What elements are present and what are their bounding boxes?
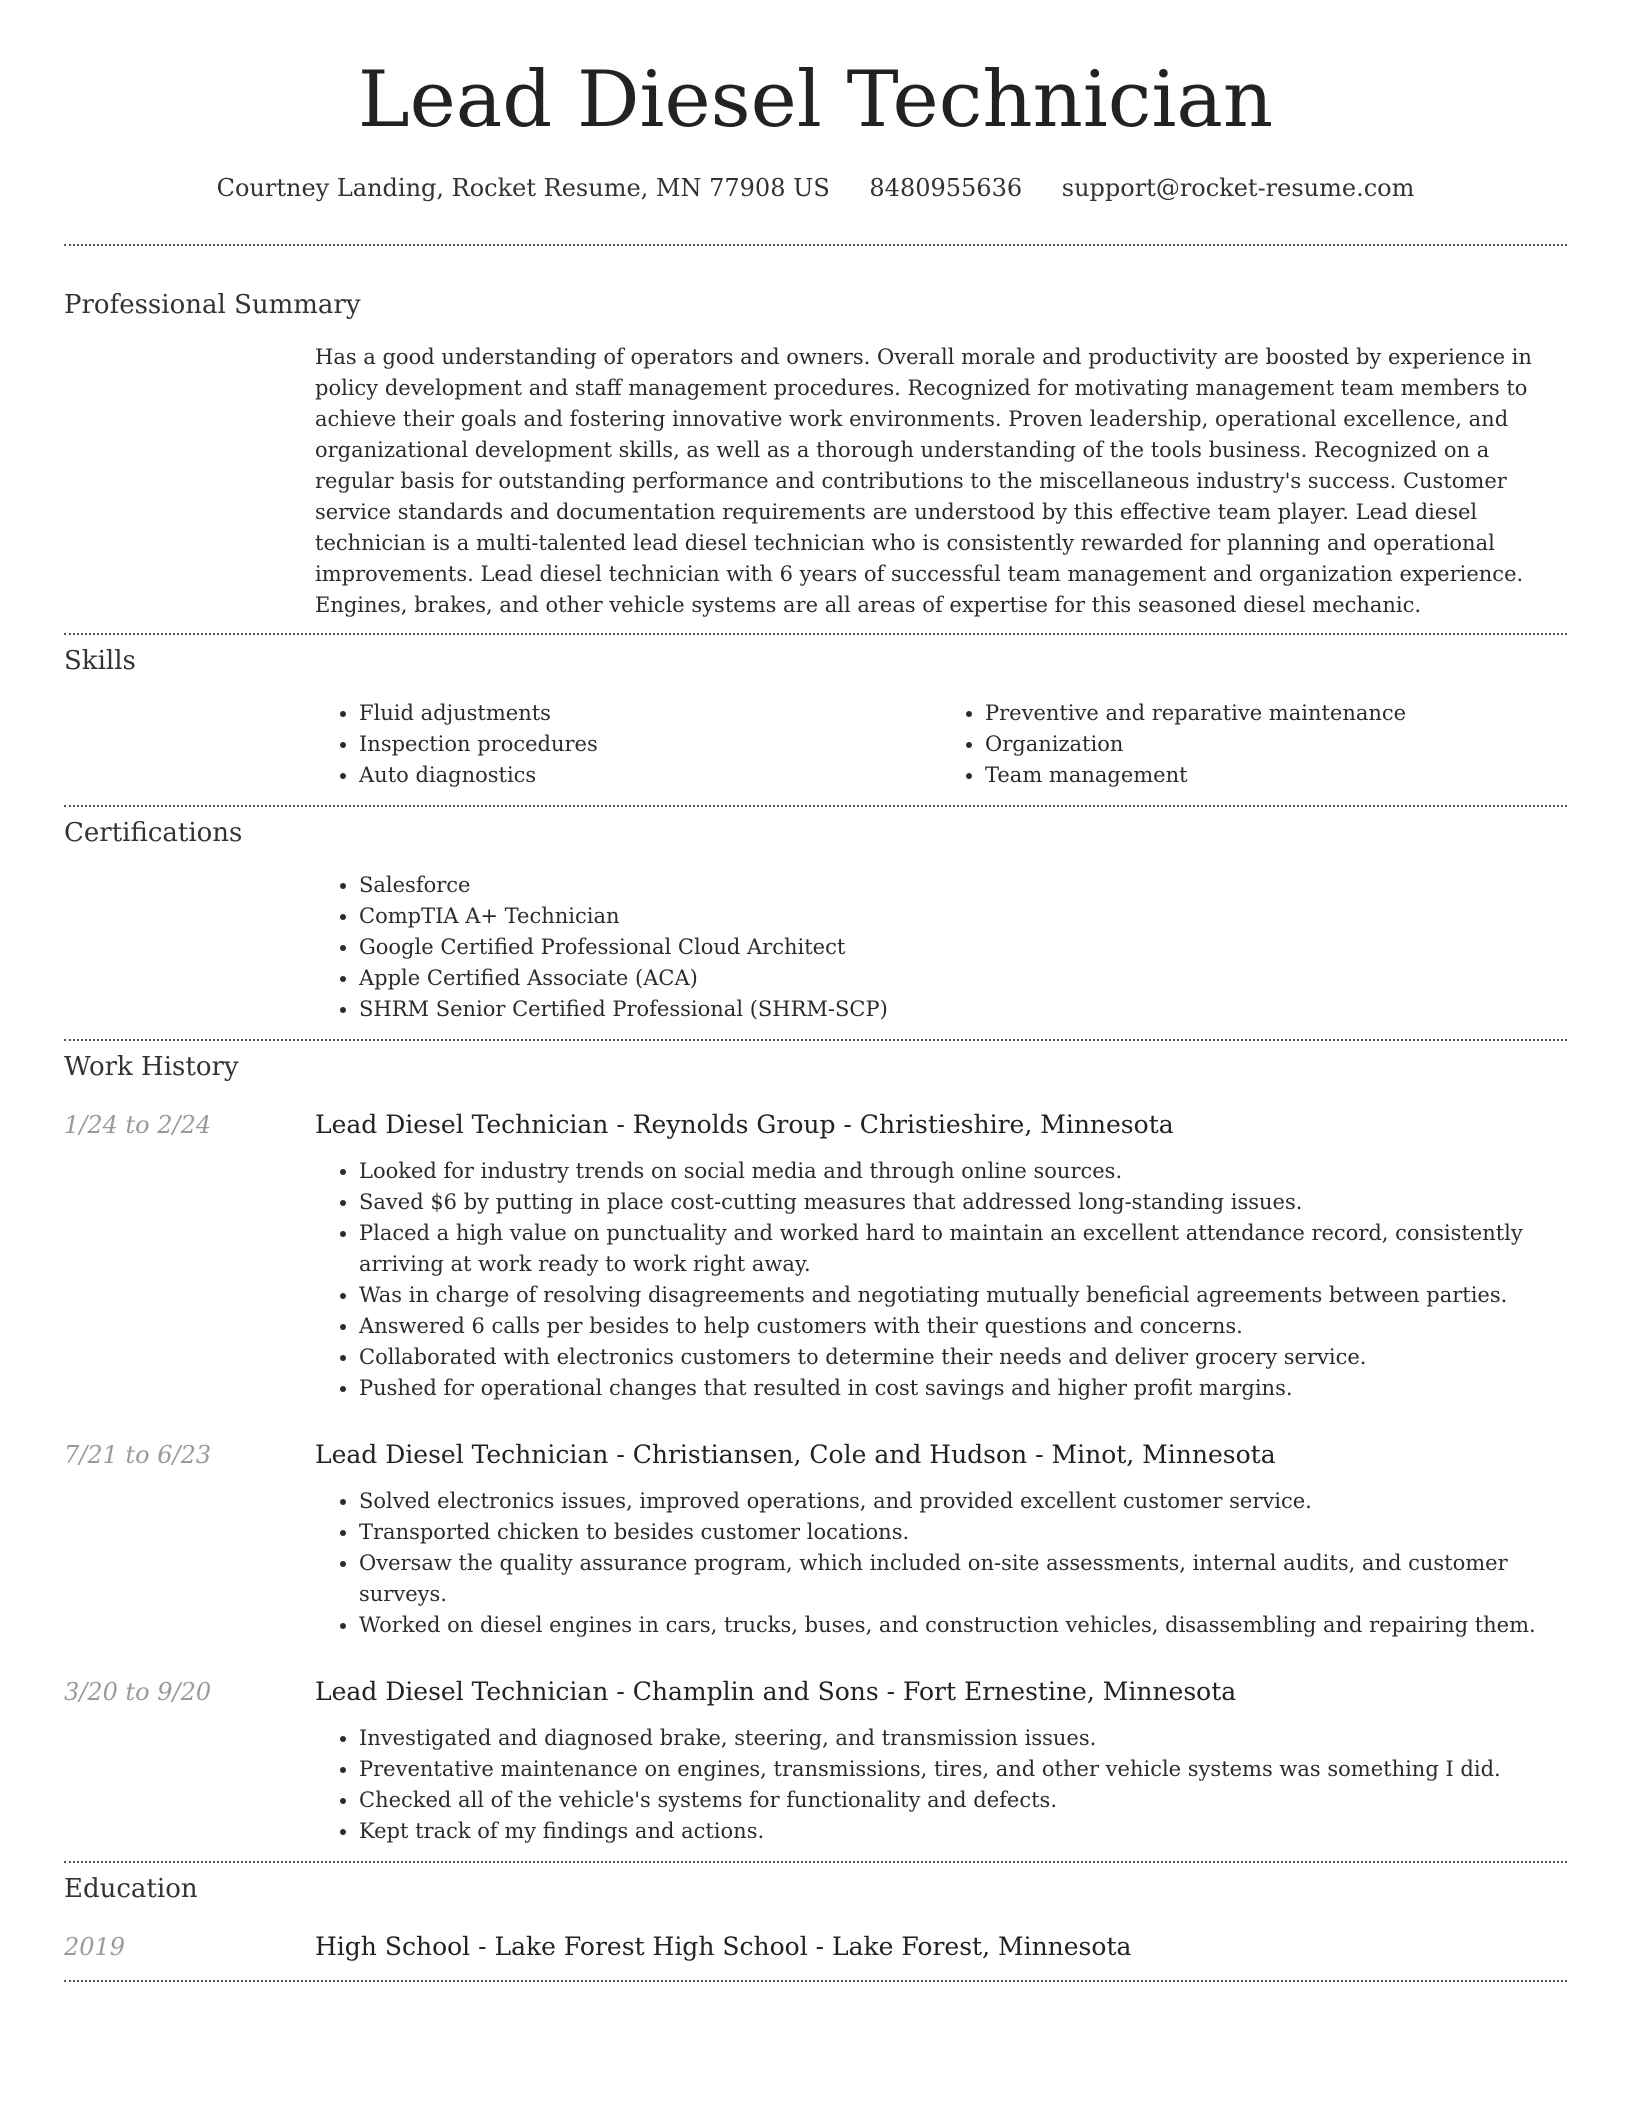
job-bullets (315, 1723, 1567, 1847)
job-bullet: • Answered 6 calls per besides to help customers with their questions and concerns. (359, 1311, 1567, 1342)
certifications-section (64, 816, 1567, 1025)
contact-phone: 8480955636 (869, 174, 1023, 202)
certification-item: • Apple Certified Associate (ACA) (359, 963, 1567, 994)
job-details (315, 1486, 1567, 1641)
section-title-work-history: Work History (64, 1052, 239, 1082)
skill-item: • Fluid adjustments (359, 698, 941, 729)
job-entry (64, 1438, 1567, 1641)
skill-item: • Organization (985, 729, 1567, 760)
skill-item: • Team management (985, 760, 1567, 791)
job-bullet: • Checked all of the vehicle's systems for functionality and defects. (359, 1785, 1567, 1816)
skills-list-left (315, 698, 941, 791)
skill-item: • Preventive and reparative maintenance (985, 698, 1567, 729)
skill-item: • Auto diagnostics (359, 760, 941, 791)
certification-item: • Google Certified Professional Cloud Architect (359, 932, 1567, 963)
resume-page (64, 0, 1567, 1982)
skill-item: • Inspection procedures (359, 729, 941, 760)
certification-item: • Salesforce (359, 870, 1567, 901)
section-title-summary: Professional Summary (64, 290, 361, 320)
resume-name: Lead Diesel Technician (357, 55, 1274, 145)
job-bullet: • Placed a high value on punctuality and worked hard to maintain an excellent attendance record, consistently arriving at work ready to work right away. (359, 1218, 1567, 1280)
education-entry (64, 1930, 1567, 1964)
job-bullets (315, 1156, 1567, 1404)
job-details (315, 1723, 1567, 1847)
divider (64, 244, 1567, 246)
contact-address: Courtney Landing, Rocket Resume, MN 77908 US (216, 174, 830, 202)
job-bullet: • Preventative maintenance on engines, transmissions, tires, and other vehicle systems was something I did. (359, 1754, 1567, 1785)
skills-columns (315, 698, 1567, 791)
summary-section (64, 288, 1567, 621)
work-history-section (64, 1050, 1567, 1847)
job-bullet: • Oversaw the quality assurance program, which included on-site assessments, internal audits, and customer surveys. (359, 1548, 1567, 1610)
job-bullet: • Investigated and diagnosed brake, steering, and transmission issues. (359, 1723, 1567, 1754)
education-section (64, 1872, 1567, 1964)
divider (64, 633, 1567, 635)
divider (64, 1980, 1567, 1982)
divider (64, 1039, 1567, 1041)
certification-item: • CompTIA A+ Technician (359, 901, 1567, 932)
job-heading: Lead Diesel Technician - Christiansen, Cole and Hudson - Minot, Minnesota (315, 1440, 1276, 1469)
job-header (64, 1108, 1567, 1142)
section-title-skills: Skills (64, 646, 136, 676)
summary-text: Has a good understanding of operators and owners. Overall morale and productivity are boosted by experience in policy development and staff management procedures. Recognized for motivating management team members to achieve their goals and fostering innovative work environments. Proven leadership, operational excellence, and organizational development skills, as well as a thorough understanding of the tools business. Recognized on a regular basis for outstanding performance and contributions to the miscellaneous industry's success. Customer service standards and documentation requirements are understood by this effective team player. Lead diesel technician is a multi-talented lead diesel technician who is consistently rewarded for planning and operational improvements. Lead diesel technician with 6 years of successful team management and organization experience. Engines, brakes, and other vehicle systems are all areas of expertise for this seasoned diesel mechanic. (315, 345, 1532, 617)
skills-section (64, 644, 1567, 791)
job-bullet: • Saved $6 by putting in place cost-cutting measures that addressed long-standing issues. (359, 1187, 1567, 1218)
job-details (315, 1156, 1567, 1404)
job-bullet: • Was in charge of resolving disagreements and negotiating mutually beneficial agreements between parties. (359, 1280, 1567, 1311)
job-entry (64, 1108, 1567, 1404)
section-title-certifications: Certifications (64, 818, 243, 848)
job-bullets (315, 1486, 1567, 1641)
job-bullet: • Transported chicken to besides customer locations. (359, 1517, 1567, 1548)
job-heading: Lead Diesel Technician - Reynolds Group - Christieshire, Minnesota (315, 1110, 1174, 1139)
job-bullet: • Worked on diesel engines in cars, trucks, buses, and construction vehicles, disassembling and repairing them. (359, 1610, 1567, 1641)
contact-line (64, 170, 1567, 206)
job-dates: 3/20 to 9/20 (64, 1678, 212, 1706)
education-heading: High School - Lake Forest High School - Lake Forest, Minnesota (315, 1932, 1132, 1961)
education-year: 2019 (64, 1933, 126, 1961)
job-dates: 7/21 to 6/23 (64, 1441, 212, 1469)
certifications-body (315, 870, 1567, 1025)
job-header (64, 1675, 1567, 1709)
section-title-education: Education (64, 1874, 198, 1904)
divider (64, 805, 1567, 807)
job-bullet: • Looked for industry trends on social media and through online sources. (359, 1156, 1567, 1187)
job-heading: Lead Diesel Technician - Champlin and Sons - Fort Ernestine, Minnesota (315, 1677, 1237, 1706)
divider (64, 1861, 1567, 1863)
certification-item: • SHRM Senior Certified Professional (SHRM-SCP) (359, 994, 1567, 1025)
job-bullet: • Pushed for operational changes that resulted in cost savings and higher profit margins. (359, 1373, 1567, 1404)
job-bullet: • Kept track of my findings and actions. (359, 1816, 1567, 1847)
job-entry (64, 1675, 1567, 1847)
job-dates: 1/24 to 2/24 (64, 1111, 212, 1139)
job-header (64, 1438, 1567, 1472)
job-bullet: • Collaborated with electronics customers to determine their needs and deliver grocery service. (359, 1342, 1567, 1373)
skills-list-right (941, 698, 1567, 791)
job-bullet: • Solved electronics issues, improved operations, and provided excellent customer service. (359, 1486, 1567, 1517)
contact-email: support@rocket-resume.com (1061, 174, 1415, 202)
certifications-list (315, 870, 1567, 1025)
